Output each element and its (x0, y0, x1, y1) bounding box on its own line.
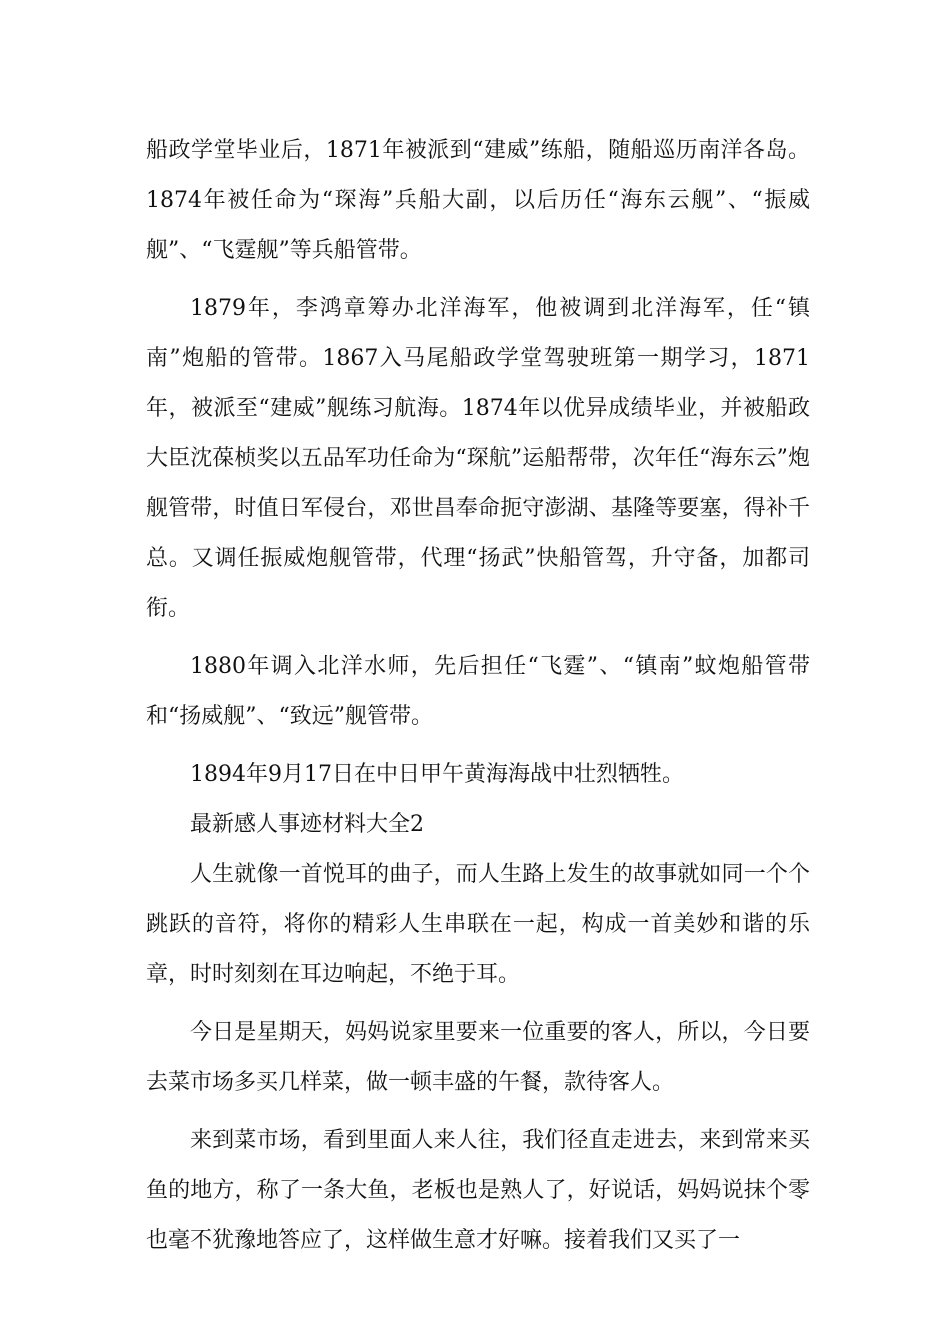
paragraph-life-melody: 人生就像一首悦耳的曲子，而人生路上发生的故事就如同一个个跳跃的音符，将你的精彩人生串联在一起，构成一首美妙和谐的乐章，时时刻刻在耳边响起，不绝于耳。 (146, 862, 810, 987)
paragraph-beiyang-1880: 1880年调入北洋水师，先后担任“飞霆”、“镇南”蚊炮船管带和“扬威舰”、“致远”舰管带。 (146, 654, 810, 729)
paragraph-career-early: 船政学堂毕业后，1871年被派到“建威”练船，随船巡历南洋各岛。1874年被任命为“琛海”兵船大副，以后历任“海东云舰”、“振威舰”、“飞霆舰”等兵船管带。 (146, 138, 810, 263)
paragraph-sacrifice-1894: 1894年9月17日在中日甲午黄海海战中壮烈牺牲。 (190, 762, 684, 787)
document-page (146, 126, 810, 1266)
paragraph-market: 来到菜市场，看到里面人来人往，我们径直走进去，来到常来买鱼的地方，称了一条大鱼，老板也是熟人了，好说话，妈妈说抹个零也毫不犹豫地答应了，这样做生意才好嘛。接着我们又买了一 (146, 1128, 810, 1253)
paragraph-beiyang-1879: 1879年，李鸿章筹办北洋海军，他被调到北洋海军，任“镇南”炮船的管带。1867入马尾船政学堂驾驶班第一期学习，1871年，被派至“建威”舰练习航海。1874年以优异成绩毕业，并被船政大臣沈葆桢奖以五品军功任命为“琛航”运船帮带，次年任“海东云”炮舰管带，时值日军侵台，邓世昌奉命扼守澎湖、基隆等要塞，得补千总。又调任振威炮舰管带，代理“扬武”快船管驾，升守备，加都司衔。 (146, 296, 811, 621)
section-heading: 最新感人事迹材料大全2 (190, 812, 424, 837)
paragraph-sunday-guest: 今日是星期天，妈妈说家里要来一位重要的客人，所以，今日要去菜市场多买几样菜，做一顿丰盛的午餐，款待客人。 (146, 1020, 810, 1095)
